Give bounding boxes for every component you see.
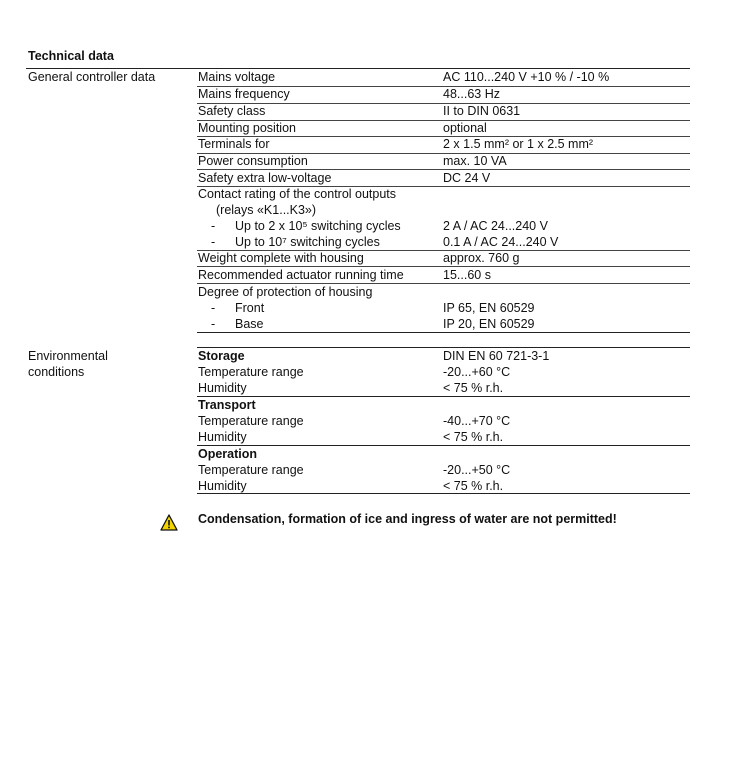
list-dash: - xyxy=(211,219,216,233)
page-title: Technical data xyxy=(28,49,114,63)
divider xyxy=(197,283,690,284)
warning-triangle-icon xyxy=(160,514,178,531)
contact-rating-row-label: Up to 10⁷ switching cycles xyxy=(235,235,380,249)
transport-temp-value: -40...+70 °C xyxy=(443,414,511,428)
list-dash: - xyxy=(211,235,216,249)
operation-temp-value: -20...+50 °C xyxy=(443,463,511,477)
divider xyxy=(197,493,690,494)
section-label-environmental: Environmental xyxy=(28,349,108,363)
storage-temp-label: Temperature range xyxy=(198,365,304,379)
storage-humidity-label: Humidity xyxy=(198,381,247,395)
storage-humidity-value: < 75 % r.h. xyxy=(443,381,504,395)
section-label-general: General controller data xyxy=(28,70,156,84)
storage-temp-value: -20...+60 °C xyxy=(443,365,511,379)
safety-class-label: Safety class xyxy=(198,104,266,118)
transport-temp-label: Temperature range xyxy=(198,414,304,428)
mains-frequency-value: 48...63 Hz xyxy=(443,87,500,101)
storage-heading: Storage xyxy=(198,349,245,363)
terminals-value: 2 x 1.5 mm² or 1 x 2.5 mm² xyxy=(443,137,594,151)
protection-row-value: IP 65, EN 60529 xyxy=(443,301,535,315)
protection-row-label: Front xyxy=(235,301,265,315)
protection-row-label: Base xyxy=(235,317,264,331)
operation-humidity-value: < 75 % r.h. xyxy=(443,479,504,493)
divider xyxy=(197,169,690,170)
safety-low-voltage-label: Safety extra low-voltage xyxy=(198,171,332,185)
operation-heading: Operation xyxy=(198,447,258,461)
terminals-label: Terminals for xyxy=(198,137,270,151)
actuator-time-value: 15...60 s xyxy=(443,268,491,282)
transport-humidity-label: Humidity xyxy=(198,430,247,444)
protection-label: Degree of protection of housing xyxy=(198,285,373,299)
divider xyxy=(26,68,690,69)
contact-rating-label: Contact rating of the control outputs xyxy=(198,187,397,201)
storage-standard: DIN EN 60 721-3-1 xyxy=(443,349,550,363)
safety-low-voltage-value: DC 24 V xyxy=(443,171,491,185)
actuator-time-label: Recommended actuator running time xyxy=(198,268,404,282)
divider xyxy=(197,266,690,267)
contact-rating-row-value: 2 A / AC 24...240 V xyxy=(443,219,548,233)
contact-rating-row-label: Up to 2 x 10⁵ switching cycles xyxy=(235,219,401,233)
warning-text: Condensation, formation of ice and ingress of water are not permitted! xyxy=(198,512,617,526)
mounting-position-label: Mounting position xyxy=(198,121,296,135)
protection-row-value: IP 20, EN 60529 xyxy=(443,317,535,331)
contact-rating-sublabel: (relays «K1...K3») xyxy=(216,203,317,217)
contact-rating-row-value: 0.1 A / AC 24...240 V xyxy=(443,235,559,249)
mains-voltage-value: AC 110...240 V +10 % / -10 % xyxy=(443,70,610,84)
divider xyxy=(197,445,690,446)
operation-humidity-label: Humidity xyxy=(198,479,247,493)
mains-frequency-label: Mains frequency xyxy=(198,87,290,101)
power-consumption-label: Power consumption xyxy=(198,154,308,168)
power-consumption-value: max. 10 VA xyxy=(443,154,507,168)
operation-temp-label: Temperature range xyxy=(198,463,304,477)
mains-voltage-label: Mains voltage xyxy=(198,70,276,84)
divider xyxy=(197,332,690,333)
section-label-environmental: conditions xyxy=(28,365,85,379)
list-dash: - xyxy=(211,301,216,315)
divider xyxy=(197,396,690,397)
transport-humidity-value: < 75 % r.h. xyxy=(443,430,504,444)
safety-class-value: II to DIN 0631 xyxy=(443,104,521,118)
divider xyxy=(197,347,690,348)
transport-heading: Transport xyxy=(198,398,256,412)
weight-label: Weight complete with housing xyxy=(198,251,364,265)
mounting-position-value: optional xyxy=(443,121,487,135)
weight-value: approx. 760 g xyxy=(443,251,520,265)
list-dash: - xyxy=(211,317,216,331)
